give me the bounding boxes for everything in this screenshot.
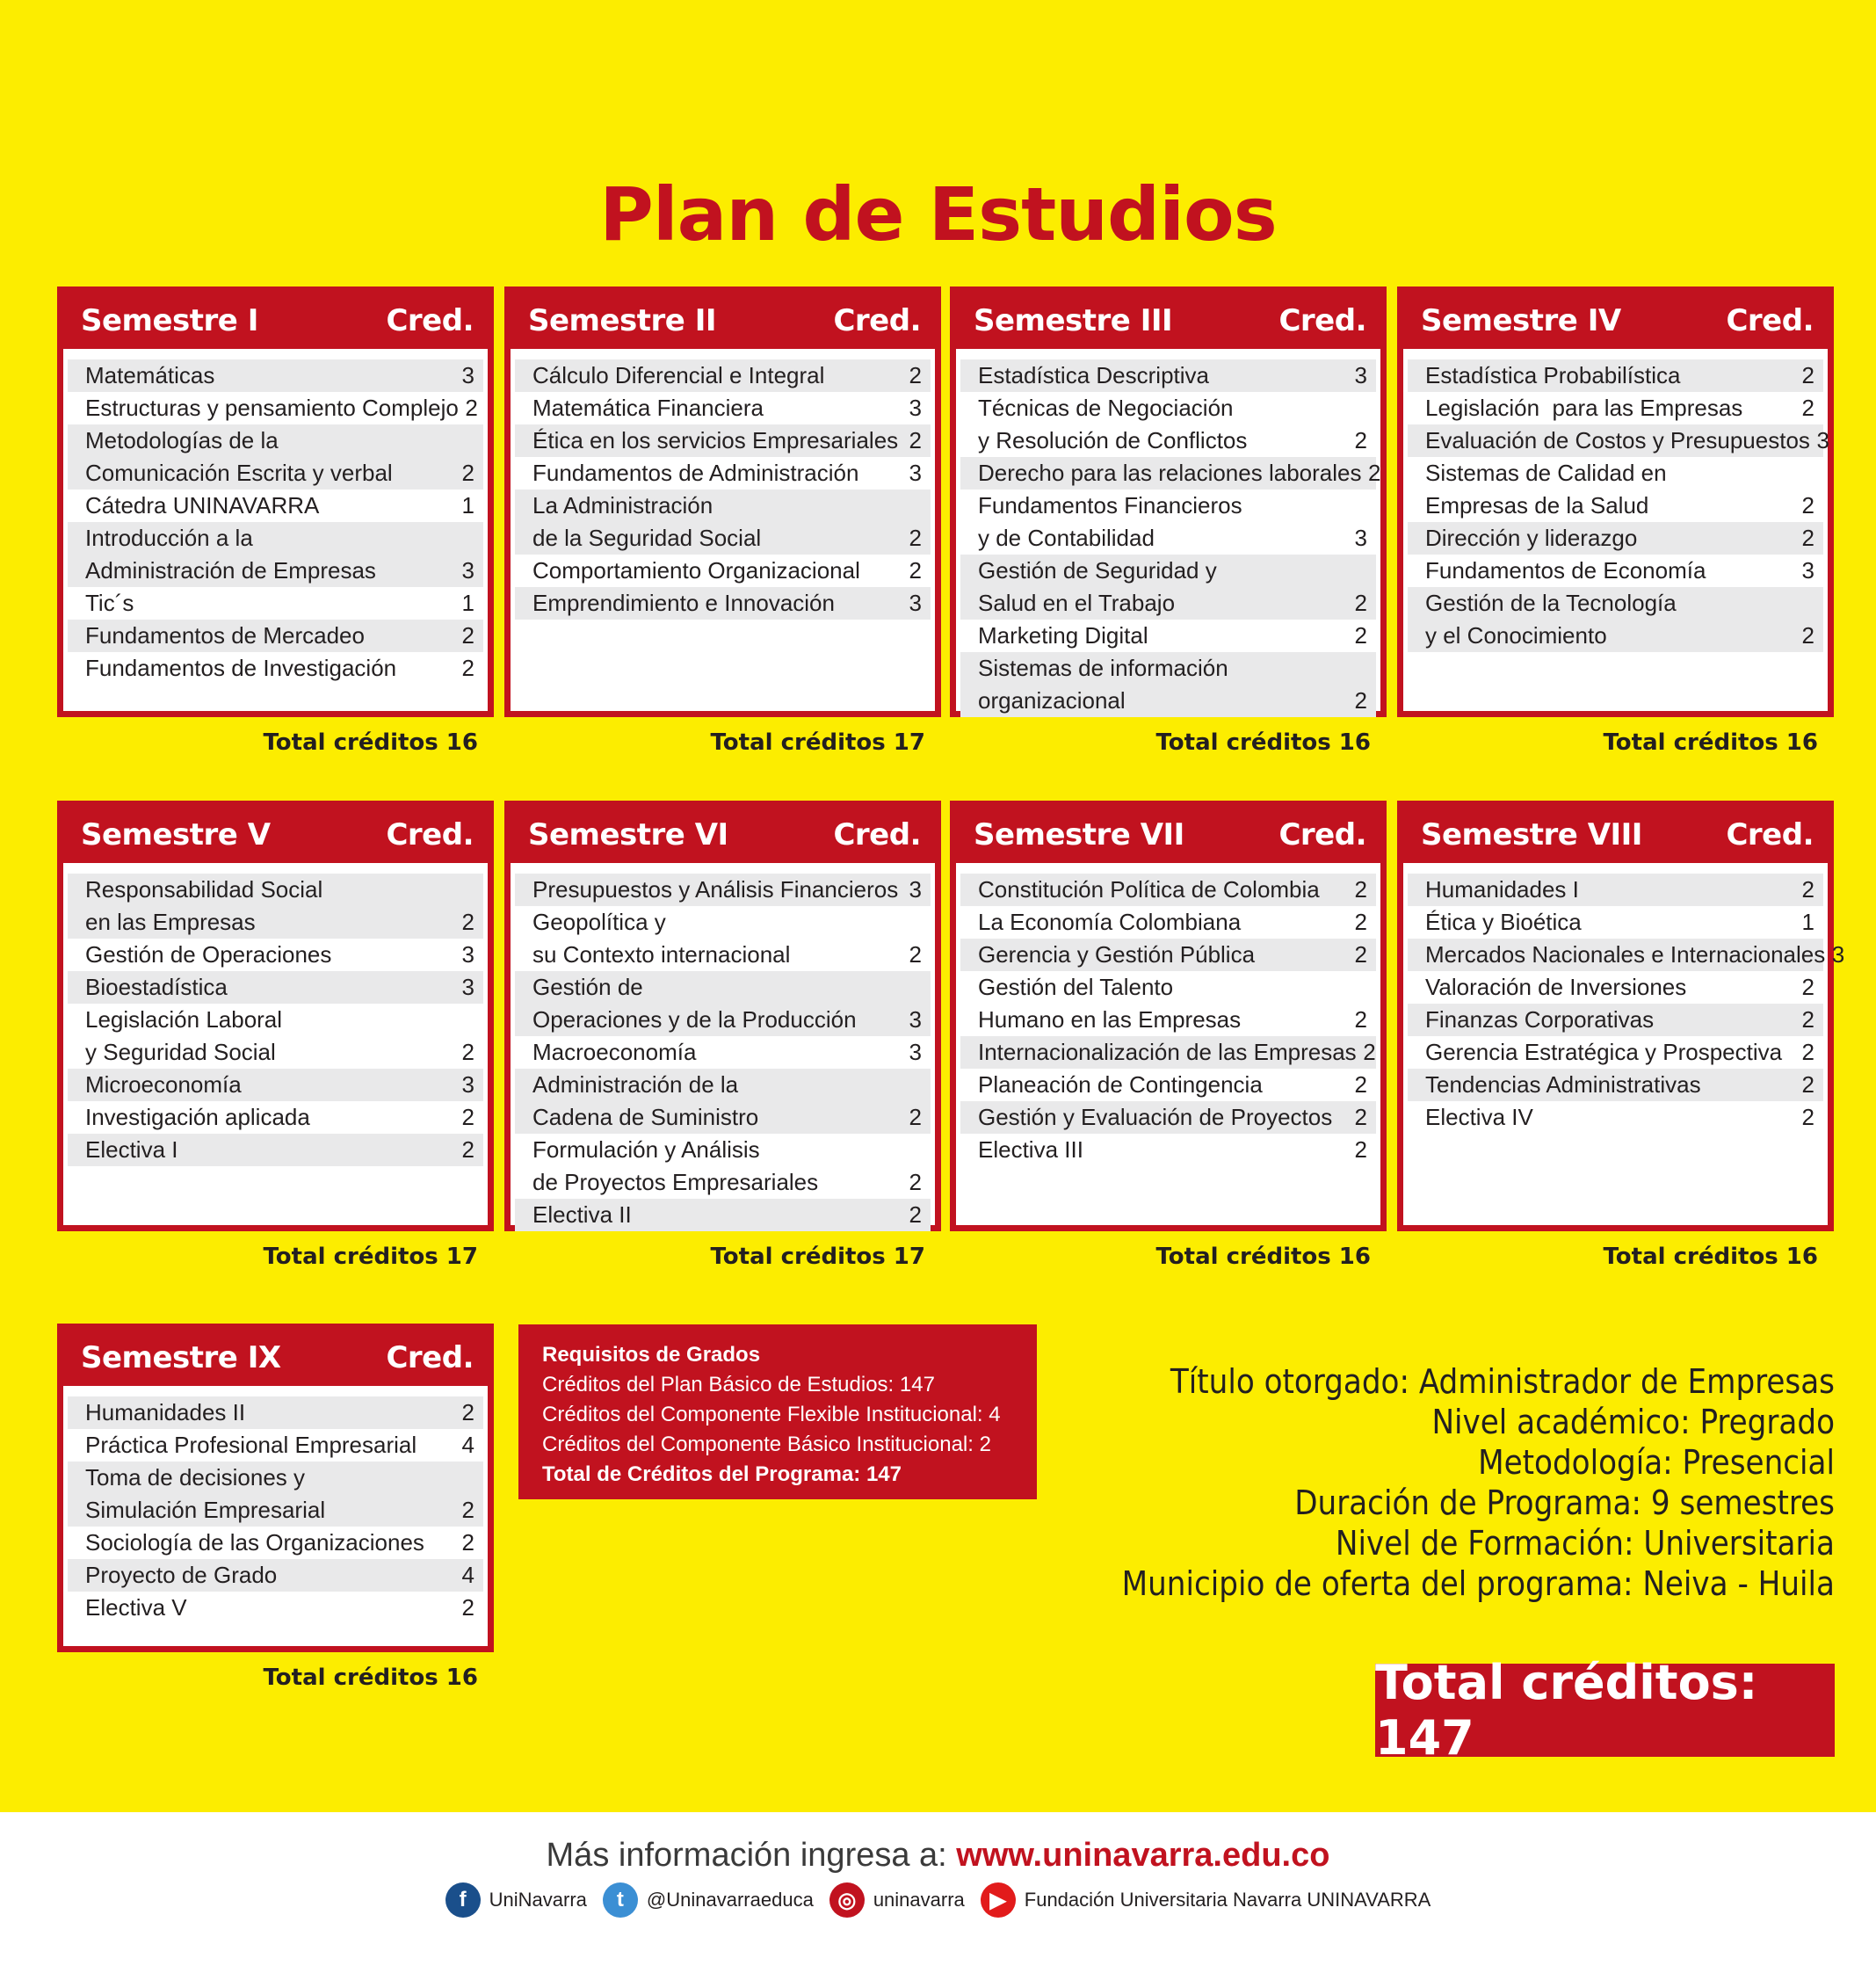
info-line: Duración de Programa: 9 semestres: [1294, 1483, 1835, 1522]
subject-row: [515, 874, 931, 906]
subject-credits: 3: [1816, 427, 1829, 453]
subject-row: [1408, 1069, 1823, 1101]
subject-credits: 3: [909, 876, 922, 903]
subject-row: [68, 1134, 483, 1166]
semester-header: [63, 1330, 488, 1386]
subject-credits: 2: [1354, 1104, 1367, 1130]
subject-list: [511, 349, 935, 711]
subject-credits: 2: [461, 909, 474, 935]
subject-name: Dirección y liderazgo: [1425, 525, 1638, 551]
subject-credits: 3: [909, 590, 922, 616]
subject-name: Técnicas de Negociación y Resolución de Conflictos: [978, 395, 1248, 453]
subject-name: Matemáticas: [85, 362, 215, 388]
subject-name: Constitución Política de Colombia: [978, 876, 1320, 903]
subject-row: [515, 424, 931, 457]
subject-row: [960, 392, 1376, 457]
subject-credits: 2: [1354, 1071, 1367, 1098]
semester-card: [504, 287, 941, 756]
subject-credits: 2: [461, 1039, 474, 1065]
subject-row: [1408, 1004, 1823, 1036]
subject-name: Mercados Nacionales e Internacionales: [1425, 941, 1826, 968]
semester-total: Total créditos 17: [710, 729, 925, 756]
subject-name: Fundamentos de Administración: [532, 460, 859, 486]
subject-name: Humanidades II: [85, 1399, 246, 1425]
requirements-line: Créditos del Plan Básico de Estudios: 147: [542, 1373, 935, 1396]
semester-card: [1397, 287, 1834, 756]
subject-name: Gestión del Talento Humano en las Empresas: [978, 974, 1242, 1033]
requirements-box: [518, 1324, 1037, 1499]
subject-credits: 3: [909, 395, 922, 421]
subject-row: [68, 620, 483, 652]
subject-credits: 1: [461, 492, 474, 519]
subject-credits: 4: [461, 1562, 474, 1588]
instagram-icon: ◎: [829, 1882, 865, 1918]
semester-total: Total créditos 16: [263, 1665, 478, 1691]
subject-credits: 4: [461, 1432, 474, 1458]
subject-name: Marketing Digital: [978, 622, 1148, 649]
subject-credits: 2: [461, 1529, 474, 1556]
subject-credits: 2: [1801, 876, 1814, 903]
subject-name: Planeación de Contingencia: [978, 1071, 1263, 1098]
subject-credits: 3: [461, 974, 474, 1000]
subject-name: Microeconomía: [85, 1071, 242, 1098]
subject-name: Gestión de Operaciones: [85, 941, 332, 968]
social-link[interactable]: [981, 1882, 1431, 1918]
subject-credits: 3: [1801, 557, 1814, 584]
subject-row: [960, 1036, 1376, 1069]
social-links: [0, 1882, 1876, 1918]
subject-credits: 2: [461, 1594, 474, 1621]
semester-card: [57, 287, 494, 756]
semester-name: Semestre V: [81, 817, 271, 852]
credits-header: Cred.: [833, 817, 921, 852]
subject-name: Internacionalización de las Empresas: [978, 1039, 1357, 1065]
semester-header: [511, 293, 935, 349]
semester-box: [57, 287, 494, 717]
subject-name: Ética y Bioética: [1425, 909, 1582, 935]
subject-name: Electiva V: [85, 1594, 187, 1621]
subject-credits: 3: [1354, 362, 1367, 388]
subject-name: Metodologías de la Comunicación Escrita y verbal: [85, 427, 393, 486]
semester-total: Total créditos 16: [1155, 729, 1371, 756]
subject-name: Fundamentos Financieros y de Contabilidad: [978, 492, 1242, 551]
subject-list: [1403, 863, 1845, 1225]
subject-name: Electiva II: [532, 1201, 632, 1228]
subject-row: [68, 1592, 483, 1624]
page-title: Plan de Estudios: [599, 171, 1277, 258]
subject-row: [68, 874, 483, 939]
subject-name: Electiva IV: [1425, 1104, 1533, 1130]
subject-name: Formulación y Análisis de Proyectos Empresariales: [532, 1136, 819, 1195]
subject-row: [68, 1527, 483, 1559]
subject-row: [68, 1101, 483, 1134]
subject-credits: 2: [461, 1136, 474, 1163]
subject-name: Práctica Profesional Empresarial: [85, 1432, 417, 1458]
subject-name: La Administración de la Seguridad Social: [532, 492, 762, 551]
semester-name: Semestre VI: [528, 817, 728, 852]
subject-name: Legislación Laboral y Seguridad Social: [85, 1006, 283, 1065]
subject-row: [515, 555, 931, 587]
subject-credits: 2: [909, 362, 922, 388]
facebook-icon: f: [445, 1882, 481, 1918]
subject-credits: 2: [909, 525, 922, 551]
subject-name: Finanzas Corporativas: [1425, 1006, 1655, 1033]
subject-row: [1408, 424, 1829, 457]
subject-name: Ética en los servicios Empresariales: [532, 427, 899, 453]
subject-row: [68, 1429, 483, 1462]
subject-name: Sociología de las Organizaciones: [85, 1529, 424, 1556]
semester-box: [950, 287, 1387, 717]
subject-row: [515, 587, 931, 620]
subject-credits: 2: [1363, 1039, 1376, 1065]
subject-row: [515, 1199, 931, 1231]
subject-credits: 2: [1801, 1039, 1814, 1065]
subject-name: Sistemas de información organizacional: [978, 655, 1228, 714]
credits-header: Cred.: [1278, 303, 1366, 338]
subject-name: Presupuestos y Análisis Financieros: [532, 876, 899, 903]
footer-prefix: Más información ingresa a:: [546, 1837, 957, 1874]
subject-row: [1408, 971, 1823, 1004]
subject-name: Valoración de Inversiones: [1425, 974, 1687, 1000]
subject-credits: 2: [909, 1169, 922, 1195]
subject-name: Estadística Descriptiva: [978, 362, 1209, 388]
info-line: Metodología: Presencial: [1478, 1443, 1835, 1482]
subject-row: [515, 359, 931, 392]
subject-row: [1408, 939, 1845, 971]
subject-name: Bioestadística: [85, 974, 228, 1000]
subject-name: Humanidades I: [1425, 876, 1579, 903]
website-link[interactable]: www.uninavarra.edu.co: [956, 1837, 1330, 1874]
semester-box: [950, 801, 1387, 1231]
semester-name: Semestre VIII: [1421, 817, 1642, 852]
subject-row: [68, 1004, 483, 1069]
subject-list: [63, 349, 488, 711]
grand-total-badge: Total créditos: 147: [1375, 1664, 1835, 1757]
subject-credits: 2: [1354, 941, 1367, 968]
subject-row: [515, 490, 931, 555]
subject-name: Matemática Financiera: [532, 395, 764, 421]
semester-card: [504, 801, 941, 1270]
subject-name: Introducción a la Administración de Empresas: [85, 525, 376, 584]
subject-credits: 2: [465, 395, 478, 421]
subject-name: Toma de decisiones y Simulación Empresarial: [85, 1464, 326, 1523]
subject-row: [1408, 906, 1823, 939]
semester-header: [1403, 293, 1828, 349]
subject-row: [68, 587, 483, 620]
subject-list: [1403, 349, 1828, 711]
social-link[interactable]: [445, 1882, 587, 1918]
subject-credits: 2: [1801, 974, 1814, 1000]
subject-credits: 3: [1831, 941, 1845, 968]
subject-name: Gestión de Operaciones y de la Producción: [532, 974, 857, 1033]
subject-row: [960, 906, 1376, 939]
subject-name: Geopolítica y su Contexto internacional: [532, 909, 791, 968]
subject-list: [956, 349, 1381, 714]
subject-list: [63, 1386, 488, 1646]
social-label: @Uninavarraeduca: [646, 1889, 814, 1911]
program-info: [1122, 1361, 1835, 1604]
subject-row: [515, 457, 931, 490]
subject-row: [1408, 522, 1823, 555]
subject-name: Investigación aplicada: [85, 1104, 310, 1130]
semester-name: Semestre IV: [1421, 303, 1621, 338]
semester-card: [57, 1324, 494, 1691]
semester-box: [57, 1324, 494, 1652]
social-label: uninavarra: [873, 1889, 965, 1911]
subject-credits: 2: [1801, 1006, 1814, 1033]
subject-row: [960, 874, 1376, 906]
subject-name: Gestión y Evaluación de Proyectos: [978, 1104, 1333, 1130]
subject-credits: 2: [1801, 622, 1814, 649]
subject-row: [68, 1559, 483, 1592]
subject-credits: 2: [909, 1201, 922, 1228]
subject-name: Estructuras y pensamiento Complejo: [85, 395, 459, 421]
subject-name: Legislación para las Empresas: [1425, 395, 1743, 421]
info-line: Nivel académico: Pregrado: [1431, 1403, 1835, 1441]
subject-row: [68, 1396, 483, 1429]
requirements-heading: Requisitos de Grados: [542, 1343, 761, 1367]
subject-name: Electiva III: [978, 1136, 1083, 1163]
social-link[interactable]: [829, 1882, 965, 1918]
subject-credits: 2: [1368, 460, 1381, 486]
subject-row: [1408, 555, 1823, 587]
semester-header: [63, 807, 488, 863]
subject-row: [960, 555, 1376, 620]
subject-row: [68, 652, 483, 685]
subject-name: Gestión de la Tecnología y el Conocimiento: [1425, 590, 1677, 649]
subject-name: Proyecto de Grado: [85, 1562, 278, 1588]
subject-credits: 2: [1801, 362, 1814, 388]
subject-row: [68, 490, 483, 522]
subject-name: Gestión de Seguridad y Salud en el Trabajo: [978, 557, 1217, 616]
subject-credits: 2: [1354, 1136, 1367, 1163]
subject-credits: 2: [1801, 525, 1814, 551]
subject-row: [1408, 874, 1823, 906]
subject-credits: 3: [909, 1039, 922, 1065]
info-line: Municipio de oferta del programa: Neiva - Huila: [1121, 1564, 1835, 1603]
subject-credits: 3: [461, 362, 474, 388]
subject-credits: 2: [1801, 1104, 1814, 1130]
subject-credits: 2: [461, 622, 474, 649]
subject-name: La Economía Colombiana: [978, 909, 1242, 935]
subject-name: Fundamentos de Economía: [1425, 557, 1706, 584]
subject-credits: 2: [1801, 492, 1814, 519]
subject-row: [68, 424, 483, 490]
subject-name: Tendencias Administrativas: [1425, 1071, 1701, 1098]
credits-header: Cred.: [1726, 817, 1814, 852]
semester-header: [1403, 807, 1828, 863]
subject-credits: 2: [1354, 590, 1367, 616]
semester-name: Semestre VII: [974, 817, 1184, 852]
semester-header: [956, 807, 1380, 863]
subject-row: [960, 939, 1376, 971]
subject-row: [960, 457, 1381, 490]
subject-list: [511, 863, 935, 1228]
subject-row: [960, 652, 1376, 717]
subject-name: Estadística Probabilística: [1425, 362, 1681, 388]
subject-row: [515, 1134, 931, 1199]
subject-row: [960, 971, 1376, 1036]
credits-header: Cred.: [833, 303, 921, 338]
semester-header: [956, 293, 1380, 349]
subject-credits: 2: [461, 655, 474, 681]
subject-credits: 2: [461, 1104, 474, 1130]
subject-list: [956, 863, 1380, 1225]
subject-credits: 1: [461, 590, 474, 616]
subject-row: [960, 359, 1376, 392]
subject-credits: 2: [1354, 876, 1367, 903]
subject-credits: 2: [1354, 687, 1367, 714]
subject-credits: 2: [461, 1399, 474, 1425]
subject-row: [515, 906, 931, 971]
subject-name: Tic´s: [85, 590, 134, 616]
subject-row: [1408, 392, 1823, 424]
social-label: Fundación Universitaria Navarra UNINAVARRA: [1024, 1889, 1431, 1911]
subject-row: [1408, 1036, 1823, 1069]
credits-header: Cred.: [386, 1340, 474, 1375]
subject-row: [1408, 457, 1823, 522]
subject-name: Comportamiento Organizacional: [532, 557, 860, 584]
subject-row: [960, 1134, 1376, 1166]
subject-row: [1408, 359, 1823, 392]
subject-credits: 2: [1354, 909, 1367, 935]
subject-name: Administración de la Cadena de Suministro: [532, 1071, 759, 1130]
subject-row: [515, 1036, 931, 1069]
credits-header: Cred.: [386, 817, 474, 852]
semester-box: [1397, 801, 1845, 1231]
subject-credits: 2: [909, 1104, 922, 1130]
subject-row: [68, 522, 483, 587]
subject-row: [960, 1101, 1376, 1134]
footer-info: [0, 1837, 1876, 1875]
subject-credits: 1: [1801, 909, 1814, 935]
semester-box: [57, 801, 494, 1231]
subject-credits: 3: [461, 941, 474, 968]
subject-row: [68, 1069, 483, 1101]
subject-credits: 3: [909, 1006, 922, 1033]
subject-name: Gerencia y Gestión Pública: [978, 941, 1256, 968]
subject-row: [1408, 1101, 1823, 1134]
subject-name: Macroeconomía: [532, 1039, 697, 1065]
subject-row: [515, 392, 931, 424]
subject-credits: 2: [1354, 427, 1367, 453]
subject-name: Responsabilidad Social en las Empresas: [85, 876, 323, 935]
semester-total: Total créditos 16: [1155, 1244, 1371, 1270]
subject-credits: 2: [1801, 395, 1814, 421]
semester-name: Semestre IX: [81, 1340, 281, 1375]
subject-credits: 2: [909, 557, 922, 584]
semester-total: Total créditos 16: [263, 729, 478, 756]
semester-name: Semestre I: [81, 303, 258, 338]
subject-name: Fundamentos de Mercadeo: [85, 622, 365, 649]
subject-row: [68, 971, 483, 1004]
semester-total: Total créditos 17: [710, 1244, 925, 1270]
semester-card: [950, 287, 1387, 756]
subject-row: [68, 1462, 483, 1527]
subject-row: [1408, 587, 1823, 652]
subject-credits: 3: [461, 1071, 474, 1098]
info-line: Nivel de Formación: Universitaria: [1335, 1524, 1835, 1563]
subject-credits: 2: [461, 460, 474, 486]
requirements-line: Créditos del Componente Flexible Institucional: 4: [542, 1403, 1001, 1426]
subject-credits: 2: [909, 941, 922, 968]
subject-name: Emprendimiento e Innovación: [532, 590, 835, 616]
subject-name: Cálculo Diferencial e Integral: [532, 362, 825, 388]
requirements-total: Total de Créditos del Programa: 147: [542, 1462, 902, 1486]
credits-header: Cred.: [1278, 817, 1366, 852]
social-link[interactable]: [603, 1882, 814, 1918]
subject-name: Fundamentos de Investigación: [85, 655, 397, 681]
semester-header: [63, 293, 488, 349]
semester-name: Semestre III: [974, 303, 1173, 338]
semester-total: Total créditos 16: [1603, 729, 1818, 756]
subject-credits: 3: [461, 557, 474, 584]
semester-box: [1397, 287, 1834, 717]
credits-header: Cred.: [1726, 303, 1814, 338]
subject-credits: 2: [1801, 1071, 1814, 1098]
subject-name: Electiva I: [85, 1136, 178, 1163]
subject-row: [68, 939, 483, 971]
subject-credits: 2: [1354, 1006, 1367, 1033]
subject-row: [960, 490, 1376, 555]
requirements-line: Créditos del Componente Básico Institucional: 2: [542, 1433, 991, 1456]
subject-credits: 3: [1354, 525, 1367, 551]
semester-name: Semestre II: [528, 303, 716, 338]
semester-card: [950, 801, 1387, 1270]
semester-box: [504, 801, 941, 1231]
subject-credits: 2: [909, 427, 922, 453]
subject-name: Sistemas de Calidad en Empresas de la Salud: [1425, 460, 1667, 519]
subject-name: Evaluación de Costos y Presupuestos: [1425, 427, 1810, 453]
semester-box: [504, 287, 941, 717]
subject-row: [515, 1069, 931, 1134]
subject-name: Gerencia Estratégica y Prospectiva: [1425, 1039, 1783, 1065]
subject-row: [68, 392, 483, 424]
credits-header: Cred.: [386, 303, 474, 338]
semester-card: [1397, 801, 1845, 1270]
subject-list: [63, 863, 488, 1225]
subject-name: Derecho para las relaciones laborales: [978, 460, 1362, 486]
social-label: UniNavarra: [489, 1889, 587, 1911]
semester-header: [511, 807, 935, 863]
subject-row: [960, 620, 1376, 652]
subject-credits: 2: [1354, 622, 1367, 649]
subject-row: [68, 359, 483, 392]
twitter-icon: t: [603, 1882, 638, 1918]
semester-card: [57, 801, 494, 1270]
semester-total: Total créditos 16: [1603, 1244, 1818, 1270]
subject-row: [960, 1069, 1376, 1101]
subject-credits: 2: [461, 1497, 474, 1523]
info-line: Título otorgado: Administrador de Empresas: [1170, 1362, 1835, 1401]
youtube-icon: ▶: [981, 1882, 1016, 1918]
semester-total: Total créditos 17: [263, 1244, 478, 1270]
subject-row: [515, 971, 931, 1036]
subject-credits: 3: [909, 460, 922, 486]
subject-name: Cátedra UNINAVARRA: [85, 492, 320, 519]
